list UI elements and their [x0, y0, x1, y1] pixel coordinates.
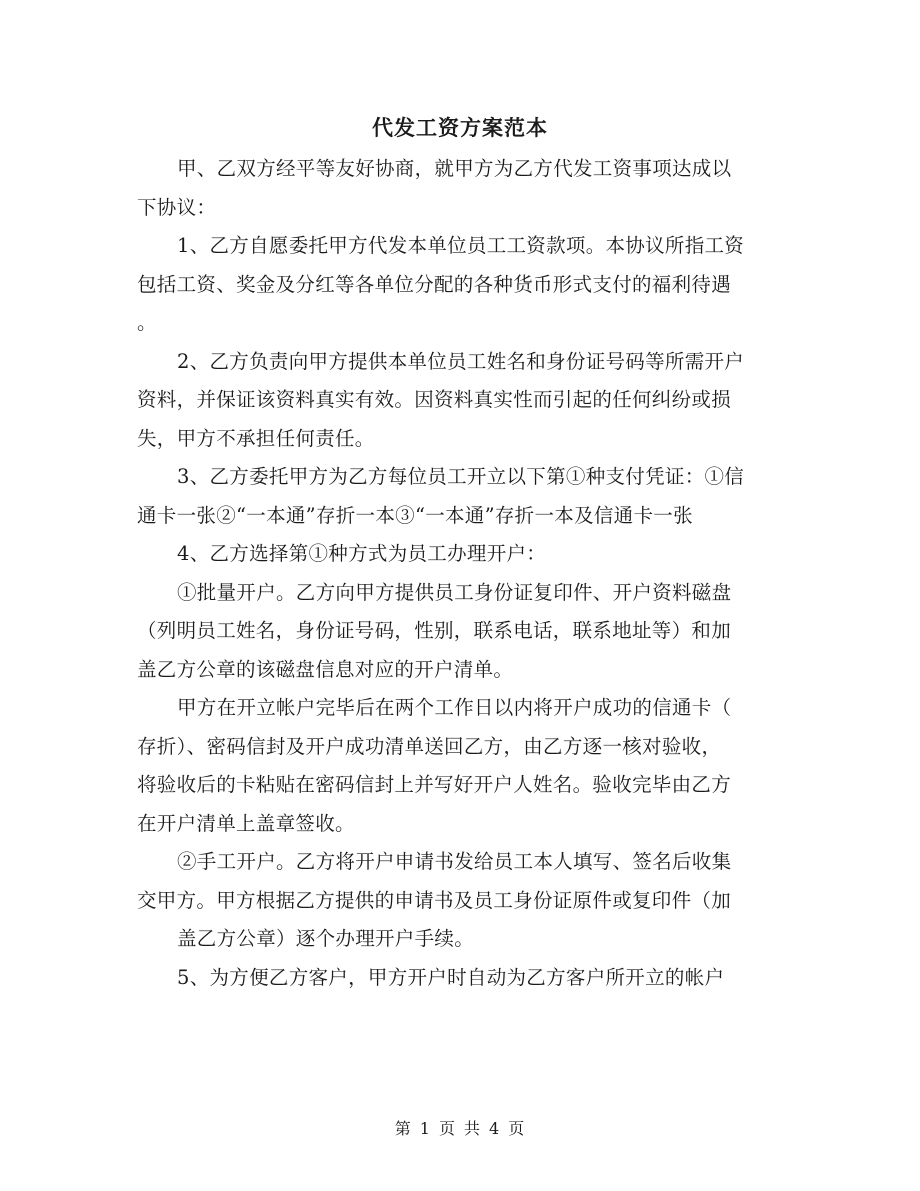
footer-label-ye: 页 [438, 1119, 456, 1138]
text-line: 甲、乙双方经平等友好协商，就甲方为乙方代发工资事项达成以 [177, 157, 732, 180]
text-line: 存折）、密码信封及开户成功清单送回乙方，由乙方逐一核对验收， [137, 734, 722, 758]
footer-current-page: 1 [419, 1119, 431, 1138]
footer-label-total: 共 [464, 1119, 482, 1138]
footer-total-pages: 4 [489, 1119, 501, 1138]
text-line: （列明员工姓名，身份证号码，性别，联系电话，联系地址等）和加 [137, 619, 732, 642]
document-body [137, 150, 787, 997]
text-line: 盖乙方公章）逐个办理开户手续。 [177, 927, 475, 950]
text-line: 盖乙方公章的该磁盘信息对应的开户清单。 [137, 657, 514, 681]
text-line: 2、乙方负责向甲方提供本单位员工姓名和身份证号码等所需开户 [177, 349, 745, 373]
footer-label-page: 第 [394, 1119, 412, 1138]
text-line: 资料，并保证该资料真实有效。因资料真实性而引起的任何纠纷或损 [137, 388, 732, 411]
text-line: 交甲方。甲方根据乙方提供的申请书及员工身份证原件或复印件（加 [137, 888, 732, 912]
text-line: 5、为方便乙方客户，甲方开户时自动为乙方客户所开立的帐户 [177, 965, 725, 989]
text-line: 失，甲方不承担任何责任。 [137, 426, 375, 450]
text-line: 。 [137, 311, 157, 334]
page-footer [0, 1116, 920, 1139]
text-line: 1、乙方自愿委托甲方代发本单位员工工资款项。本协议所指工资 [177, 234, 745, 257]
text-line: 通卡一张②“一本通”存折一本③“一本通”存折一本及信通卡一张 [137, 503, 693, 527]
text-line: 甲方在开立帐户完毕后在两个工作日以内将开户成功的信通卡（ [177, 696, 732, 719]
text-line: 包括工资、奖金及分红等各单位分配的各种货币形式支付的福利待遇 [137, 272, 732, 296]
text-line: 将验收后的卡粘贴在密码信封上并写好开户人姓名。验收完毕由乙方 [137, 773, 732, 796]
text-line: 3、乙方委托甲方为乙方每位员工开立以下第①种支付凭证：①信 [177, 465, 745, 488]
text-line: ①批量开户。乙方向甲方提供员工身份证复印件、开户资料磁盘 [177, 580, 732, 604]
text-line: 4、乙方选择第①种方式为员工办理开户： [177, 542, 547, 565]
text-line: 在开户清单上盖章签收。 [137, 811, 355, 835]
text-line: 下协议： [137, 195, 217, 219]
text-line: ②手工开户。乙方将开户申请书发给员工本人填写、签名后收集 [177, 850, 732, 873]
footer-label-ye2: 页 [508, 1119, 526, 1138]
document-title: 代发工资方案范本 [372, 115, 548, 140]
